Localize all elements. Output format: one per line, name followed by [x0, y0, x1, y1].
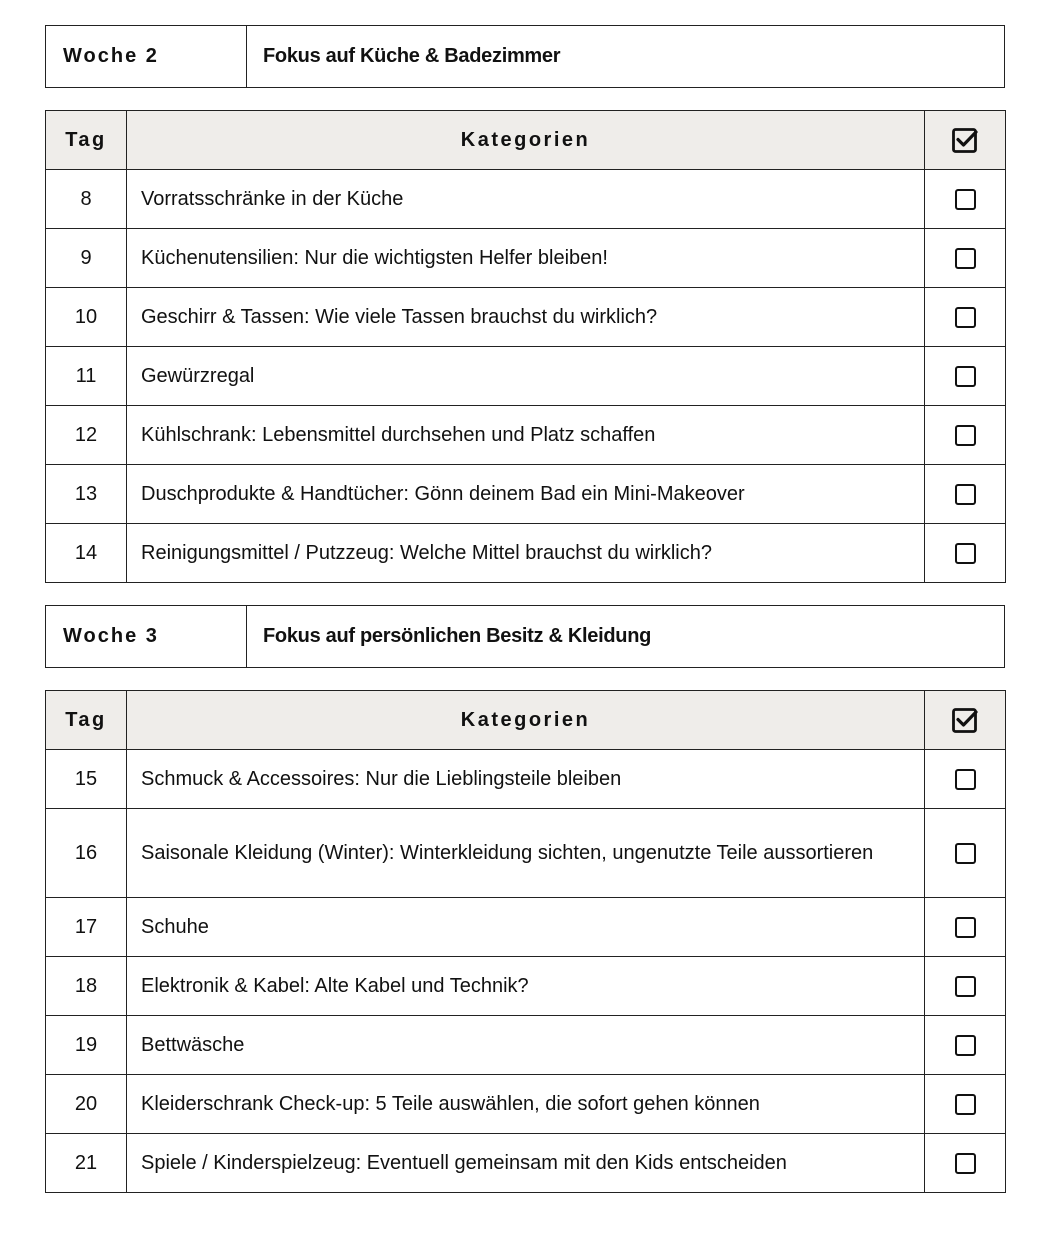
category-text: Saisonale Kleidung (Winter): Winterkleidung sichten, ungenutzte Teile aussortieren	[127, 809, 925, 898]
table-row	[46, 288, 1006, 347]
table-row	[46, 347, 1006, 406]
week-2-header	[45, 25, 1005, 88]
category-text: Schmuck & Accessoires: Nur die Lieblingsteile bleiben	[127, 750, 925, 809]
checkbox-cell	[925, 1016, 1006, 1075]
category-text: Schuhe	[127, 898, 925, 957]
checkbox-cell	[925, 1075, 1006, 1134]
table-row	[46, 750, 1006, 809]
day-number: 19	[46, 1016, 127, 1075]
day-number: 14	[46, 524, 127, 583]
day-number: 15	[46, 750, 127, 809]
week-3-table	[45, 690, 1006, 1193]
week-label: Woche 3	[46, 606, 247, 667]
category-text: Kühlschrank: Lebensmittel durchsehen und Platz schaffen	[127, 406, 925, 465]
table-row	[46, 170, 1006, 229]
category-text: Elektronik & Kabel: Alte Kabel und Technik?	[127, 957, 925, 1016]
category-text: Bettwäsche	[127, 1016, 925, 1075]
category-text: Spiele / Kinderspielzeug: Eventuell gemeinsam mit den Kids entscheiden	[127, 1134, 925, 1193]
category-text: Reinigungsmittel / Putzzeug: Welche Mittel brauchst du wirklich?	[127, 524, 925, 583]
checkbox-cell	[925, 1134, 1006, 1193]
category-text: Vorratsschränke in der Küche	[127, 170, 925, 229]
table-row	[46, 1075, 1006, 1134]
table-row	[46, 229, 1006, 288]
week-2-table	[45, 110, 1006, 583]
check-column-header	[925, 691, 1006, 750]
category-text: Geschirr & Tassen: Wie viele Tassen brauchst du wirklich?	[127, 288, 925, 347]
week-focus: Fokus auf persönlichen Besitz & Kleidung	[263, 625, 652, 647]
table-row	[46, 406, 1006, 465]
table-row	[46, 1016, 1006, 1075]
checkbox[interactable]	[955, 1035, 976, 1056]
week-3-header	[45, 605, 1005, 668]
day-number: 12	[46, 406, 127, 465]
checkbox[interactable]	[955, 1153, 976, 1174]
check-column-header	[925, 111, 1006, 170]
checkbox-cell	[925, 957, 1006, 1016]
week-label: Woche 2	[46, 26, 247, 87]
checkbox-cell	[925, 898, 1006, 957]
checkbox-cell	[925, 288, 1006, 347]
day-number: 9	[46, 229, 127, 288]
checklist-sheet	[45, 25, 1005, 1193]
day-number: 17	[46, 898, 127, 957]
checkbox-cell	[925, 170, 1006, 229]
category-text: Kleiderschrank Check-up: 5 Teile auswählen, die sofort gehen können	[127, 1075, 925, 1134]
checkbox[interactable]	[955, 307, 976, 328]
checkbox[interactable]	[955, 1094, 976, 1115]
checkbox[interactable]	[955, 425, 976, 446]
table-header-row	[46, 111, 1006, 170]
category-column-header: Kategorien	[127, 691, 925, 750]
checked-box-icon	[951, 706, 979, 734]
table-row	[46, 465, 1006, 524]
category-text: Gewürzregal	[127, 347, 925, 406]
table-row	[46, 809, 1006, 898]
checked-box-icon	[951, 126, 979, 154]
table-row	[46, 1134, 1006, 1193]
week-focus: Fokus auf Küche & Badezimmer	[263, 45, 561, 67]
day-column-header: Tag	[46, 691, 127, 750]
day-number: 16	[46, 809, 127, 898]
day-number: 8	[46, 170, 127, 229]
checkbox[interactable]	[955, 976, 976, 997]
checkbox-cell	[925, 465, 1006, 524]
table-row	[46, 524, 1006, 583]
checkbox[interactable]	[955, 248, 976, 269]
checkbox[interactable]	[955, 189, 976, 210]
checkbox[interactable]	[955, 917, 976, 938]
category-column-header: Kategorien	[127, 111, 925, 170]
day-number: 10	[46, 288, 127, 347]
day-number: 11	[46, 347, 127, 406]
table-header-row	[46, 691, 1006, 750]
checkbox[interactable]	[955, 769, 976, 790]
checkbox[interactable]	[955, 843, 976, 864]
day-number: 20	[46, 1075, 127, 1134]
table-row	[46, 957, 1006, 1016]
day-number: 13	[46, 465, 127, 524]
day-number: 18	[46, 957, 127, 1016]
checkbox[interactable]	[955, 484, 976, 505]
category-text: Duschprodukte & Handtücher: Gönn deinem Bad ein Mini-Makeover	[127, 465, 925, 524]
checkbox-cell	[925, 524, 1006, 583]
table-row	[46, 898, 1006, 957]
checkbox[interactable]	[955, 366, 976, 387]
checkbox-cell	[925, 406, 1006, 465]
day-number: 21	[46, 1134, 127, 1193]
checkbox-cell	[925, 750, 1006, 809]
day-column-header: Tag	[46, 111, 127, 170]
checkbox-cell	[925, 809, 1006, 898]
checkbox-cell	[925, 347, 1006, 406]
category-text: Küchenutensilien: Nur die wichtigsten Helfer bleiben!	[127, 229, 925, 288]
checkbox-cell	[925, 229, 1006, 288]
checkbox[interactable]	[955, 543, 976, 564]
